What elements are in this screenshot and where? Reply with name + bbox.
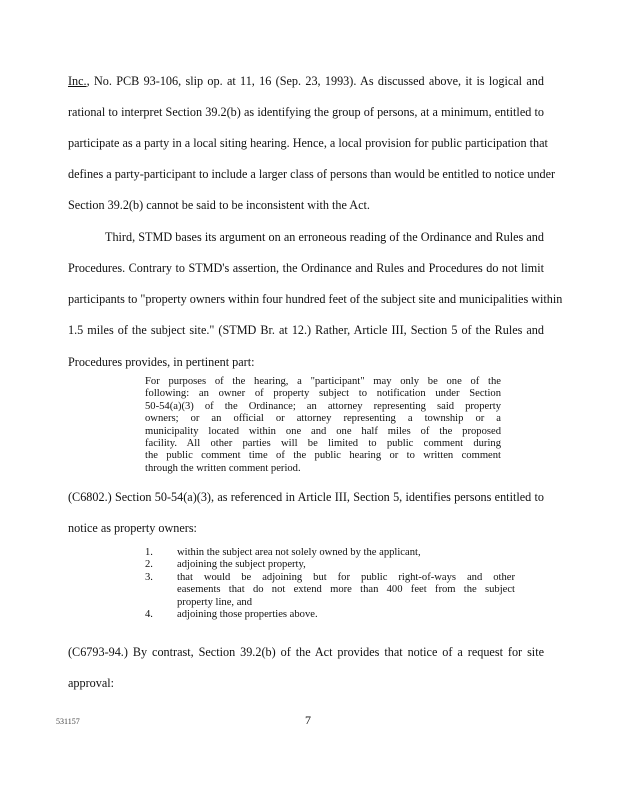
quote-line7: the public comment time of the public hearing or to written comment (145, 450, 501, 462)
quote-line3: 50-54(a)(3) of the Ordinance; an attorney representing said property (145, 400, 501, 412)
list-number: 2. (145, 559, 153, 571)
para2-line5: Procedures provides, in pertinent part: (68, 355, 255, 369)
list-text (177, 572, 515, 609)
list-text: within the subject area not solely owned by the applicant, (177, 547, 421, 558)
para2-line4: 1.5 miles of the subject site." (STMD Br. at 12.) Rather, Article III, Section 5 of the Rules and (68, 323, 544, 337)
list-number: 1. (145, 547, 153, 558)
quote-line2: following: an owner of property subject to notification under Section (145, 388, 501, 400)
notice-list (145, 547, 515, 621)
list-item (145, 572, 515, 609)
list-text: adjoining those properties above. (177, 609, 318, 621)
quote-line4: owners; or an official or attorney representing a township or a (145, 413, 501, 425)
para1-line2: rational to interpret Section 39.2(b) as identifying the group of persons, at a minimum, entitled to (68, 105, 544, 119)
block-quote (145, 376, 501, 475)
list-item (145, 609, 515, 621)
para2-line2: Procedures. Contrary to STMD's assertion, the Ordinance and Rules and Procedures do not limit (68, 261, 544, 275)
list-item3-line1: that would be adjoining but for public right-of-ways and other (177, 571, 515, 583)
para3-line1: (C6802.) Section 50-54(a)(3), as referenced in Article III, Section 5, identifies persons entitled to (68, 490, 544, 504)
list-item3-line3: property line, and (177, 596, 253, 608)
quote-line6: facility. All other parties will be limited to public comment during (145, 438, 501, 450)
list-item (145, 547, 515, 559)
case-name: Inc. (68, 74, 87, 88)
para1-line5: Section 39.2(b) cannot be said to be inconsistent with the Act. (68, 198, 370, 212)
quote-line1: For purposes of the hearing, a "participant" may only be one of the (145, 376, 501, 387)
list-item (145, 559, 515, 571)
list-text: adjoining the subject property, (177, 559, 306, 571)
para4-line1: (C6793-94.) By contrast, Section 39.2(b) of the Act provides that notice of a request for site (68, 645, 544, 659)
list-item3-line2: easements that do not extend more than 400 feet from the subject (177, 584, 515, 596)
list-number: 3. (145, 571, 153, 583)
quote-line8: through the written comment period. (145, 462, 301, 474)
para1-line1 (68, 74, 544, 88)
page-number: 7 (305, 713, 311, 727)
para1-line1-rest: , No. PCB 93-106, slip op. at 11, 16 (Sep. 23, 1993). As discussed above, it is logical and (86, 74, 544, 88)
para3-line2: notice as property owners: (68, 521, 197, 535)
para2-line3: participants to "property owners within four hundred feet of the subject site and municipalities within (68, 292, 563, 306)
para2-line1: Third, STMD bases its argument on an erroneous reading of the Ordinance and Rules and (105, 230, 544, 244)
list-number: 4. (145, 609, 153, 621)
para4-line2: approval: (68, 676, 115, 690)
para1-line4: defines a party-participant to include a larger class of persons than would be entitled to notice under (68, 167, 556, 181)
document-id: 531157 (56, 717, 80, 726)
para1-line3: participate as a party in a local siting hearing. Hence, a local provision for public participation that (68, 136, 548, 150)
quote-line5: municipality located within one and one half miles of the proposed (145, 425, 501, 437)
